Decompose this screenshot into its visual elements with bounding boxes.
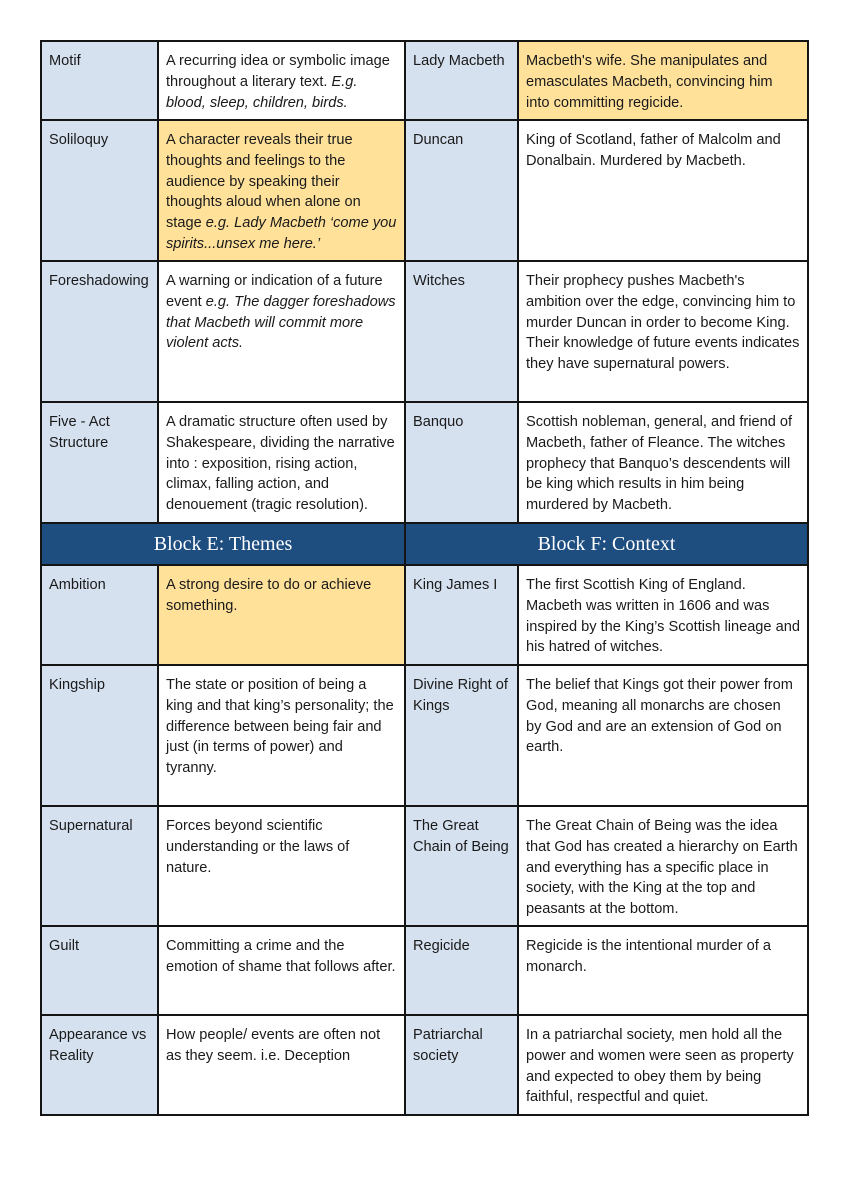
definition-duncan: King of Scotland, father of Malcolm and Donalbain. Murdered by Macbeth. (518, 120, 808, 261)
theme-term: Kingship (41, 665, 158, 806)
context-definition: The first Scottish King of England. Macbeth was written in 1606 and was inspired by the King’s Scottish lineage and his hatred of witches. (518, 565, 808, 665)
theme-definition: How people/ events are often not as they seem. i.e. Deception (158, 1015, 405, 1115)
context-definition: The Great Chain of Being was the idea that God has created a hierarchy on Earth and everything has a specific place in society, with the King at the top and peasants at the bottom. (518, 806, 808, 926)
table-row (41, 1015, 808, 1115)
term-five-act-structure: Five - Act Structure (41, 402, 158, 523)
theme-term: Guilt (41, 926, 158, 1015)
knowledge-organiser-table (40, 40, 809, 1116)
definition-banquo: Scottish nobleman, general, and friend of Macbeth, father of Fleance. The witches prophecy that Banquo’s descendents will be king which results in him being murdered by Macbeth. (518, 402, 808, 523)
theme-definition: Committing a crime and the emotion of shame that follows after. (158, 926, 405, 1015)
definition-text: A recurring idea or symbolic image throughout a literary text. (166, 53, 390, 90)
theme-term: Ambition (41, 565, 158, 665)
table-row (41, 41, 808, 120)
definition-text: A character reveals their true thoughts and feelings to the audience by speaking their thoughts aloud when alone on stage (166, 132, 361, 232)
term-witches: Witches (405, 261, 518, 402)
context-term: Divine Right of Kings (405, 665, 518, 806)
table-row (41, 926, 808, 1015)
definition-example: e.g. The dagger foreshadows that Macbeth will commit more violent acts. (166, 293, 396, 352)
definition-example: E.g. blood, sleep, children, birds. (166, 73, 358, 111)
context-definition: In a patriarchal society, men hold all the power and women were seen as property and expected to obey them by being faithful, respectful and quiet. (518, 1015, 808, 1115)
table-row (41, 565, 808, 665)
term-soliloquy: Soliloquy (41, 120, 158, 261)
definition-foreshadowing (158, 261, 405, 402)
table-row (41, 806, 808, 926)
context-term: The Great Chain of Being (405, 806, 518, 926)
term-banquo: Banquo (405, 402, 518, 523)
term-lady-macbeth: Lady Macbeth (405, 41, 518, 120)
context-term: Regicide (405, 926, 518, 1015)
theme-term: Supernatural (41, 806, 158, 926)
theme-definition: A strong desire to do or achieve something. (158, 565, 405, 665)
term-foreshadowing: Foreshadowing (41, 261, 158, 402)
context-term: King James I (405, 565, 518, 665)
definition-five-act-structure: A dramatic structure often used by Shakespeare, dividing the narrative into : exposition, rising action, climax, falling action, and denouement (tragic resolution). (158, 402, 405, 523)
section-header-row (41, 523, 808, 565)
block-f-title: Block F: Context (405, 523, 808, 565)
context-definition: The belief that Kings got their power from God, meaning all monarchs are chosen by God and are an extension of God on earth. (518, 665, 808, 806)
theme-definition: The state or position of being a king and that king’s personality; the difference between being fair and just (in terms of power) and tyranny. (158, 665, 405, 806)
definition-lady-macbeth: Macbeth's wife. She manipulates and emasculates Macbeth, convincing him into committing regicide. (518, 41, 808, 120)
definition-example: e.g. Lady Macbeth ‘come you spirits...unsex me here.’ (166, 215, 397, 252)
definition-text: A warning or indication of a future event (166, 273, 383, 310)
theme-term: Appearance vs Reality (41, 1015, 158, 1115)
term-motif: Motif (41, 41, 158, 120)
table-row (41, 261, 808, 402)
definition-motif (158, 41, 405, 120)
table-row (41, 402, 808, 523)
term-duncan: Duncan (405, 120, 518, 261)
context-term: Patriarchal society (405, 1015, 518, 1115)
table-row (41, 665, 808, 806)
definition-witches: Their prophecy pushes Macbeth's ambition over the edge, convincing him to murder Duncan in order to become King. Their knowledge of future events indicates they have supernatural powers. (518, 261, 808, 402)
table-row (41, 120, 808, 261)
definition-soliloquy (158, 120, 405, 261)
theme-definition: Forces beyond scientific understanding or the laws of nature. (158, 806, 405, 926)
context-definition: Regicide is the intentional murder of a monarch. (518, 926, 808, 1015)
block-e-title: Block E: Themes (41, 523, 405, 565)
